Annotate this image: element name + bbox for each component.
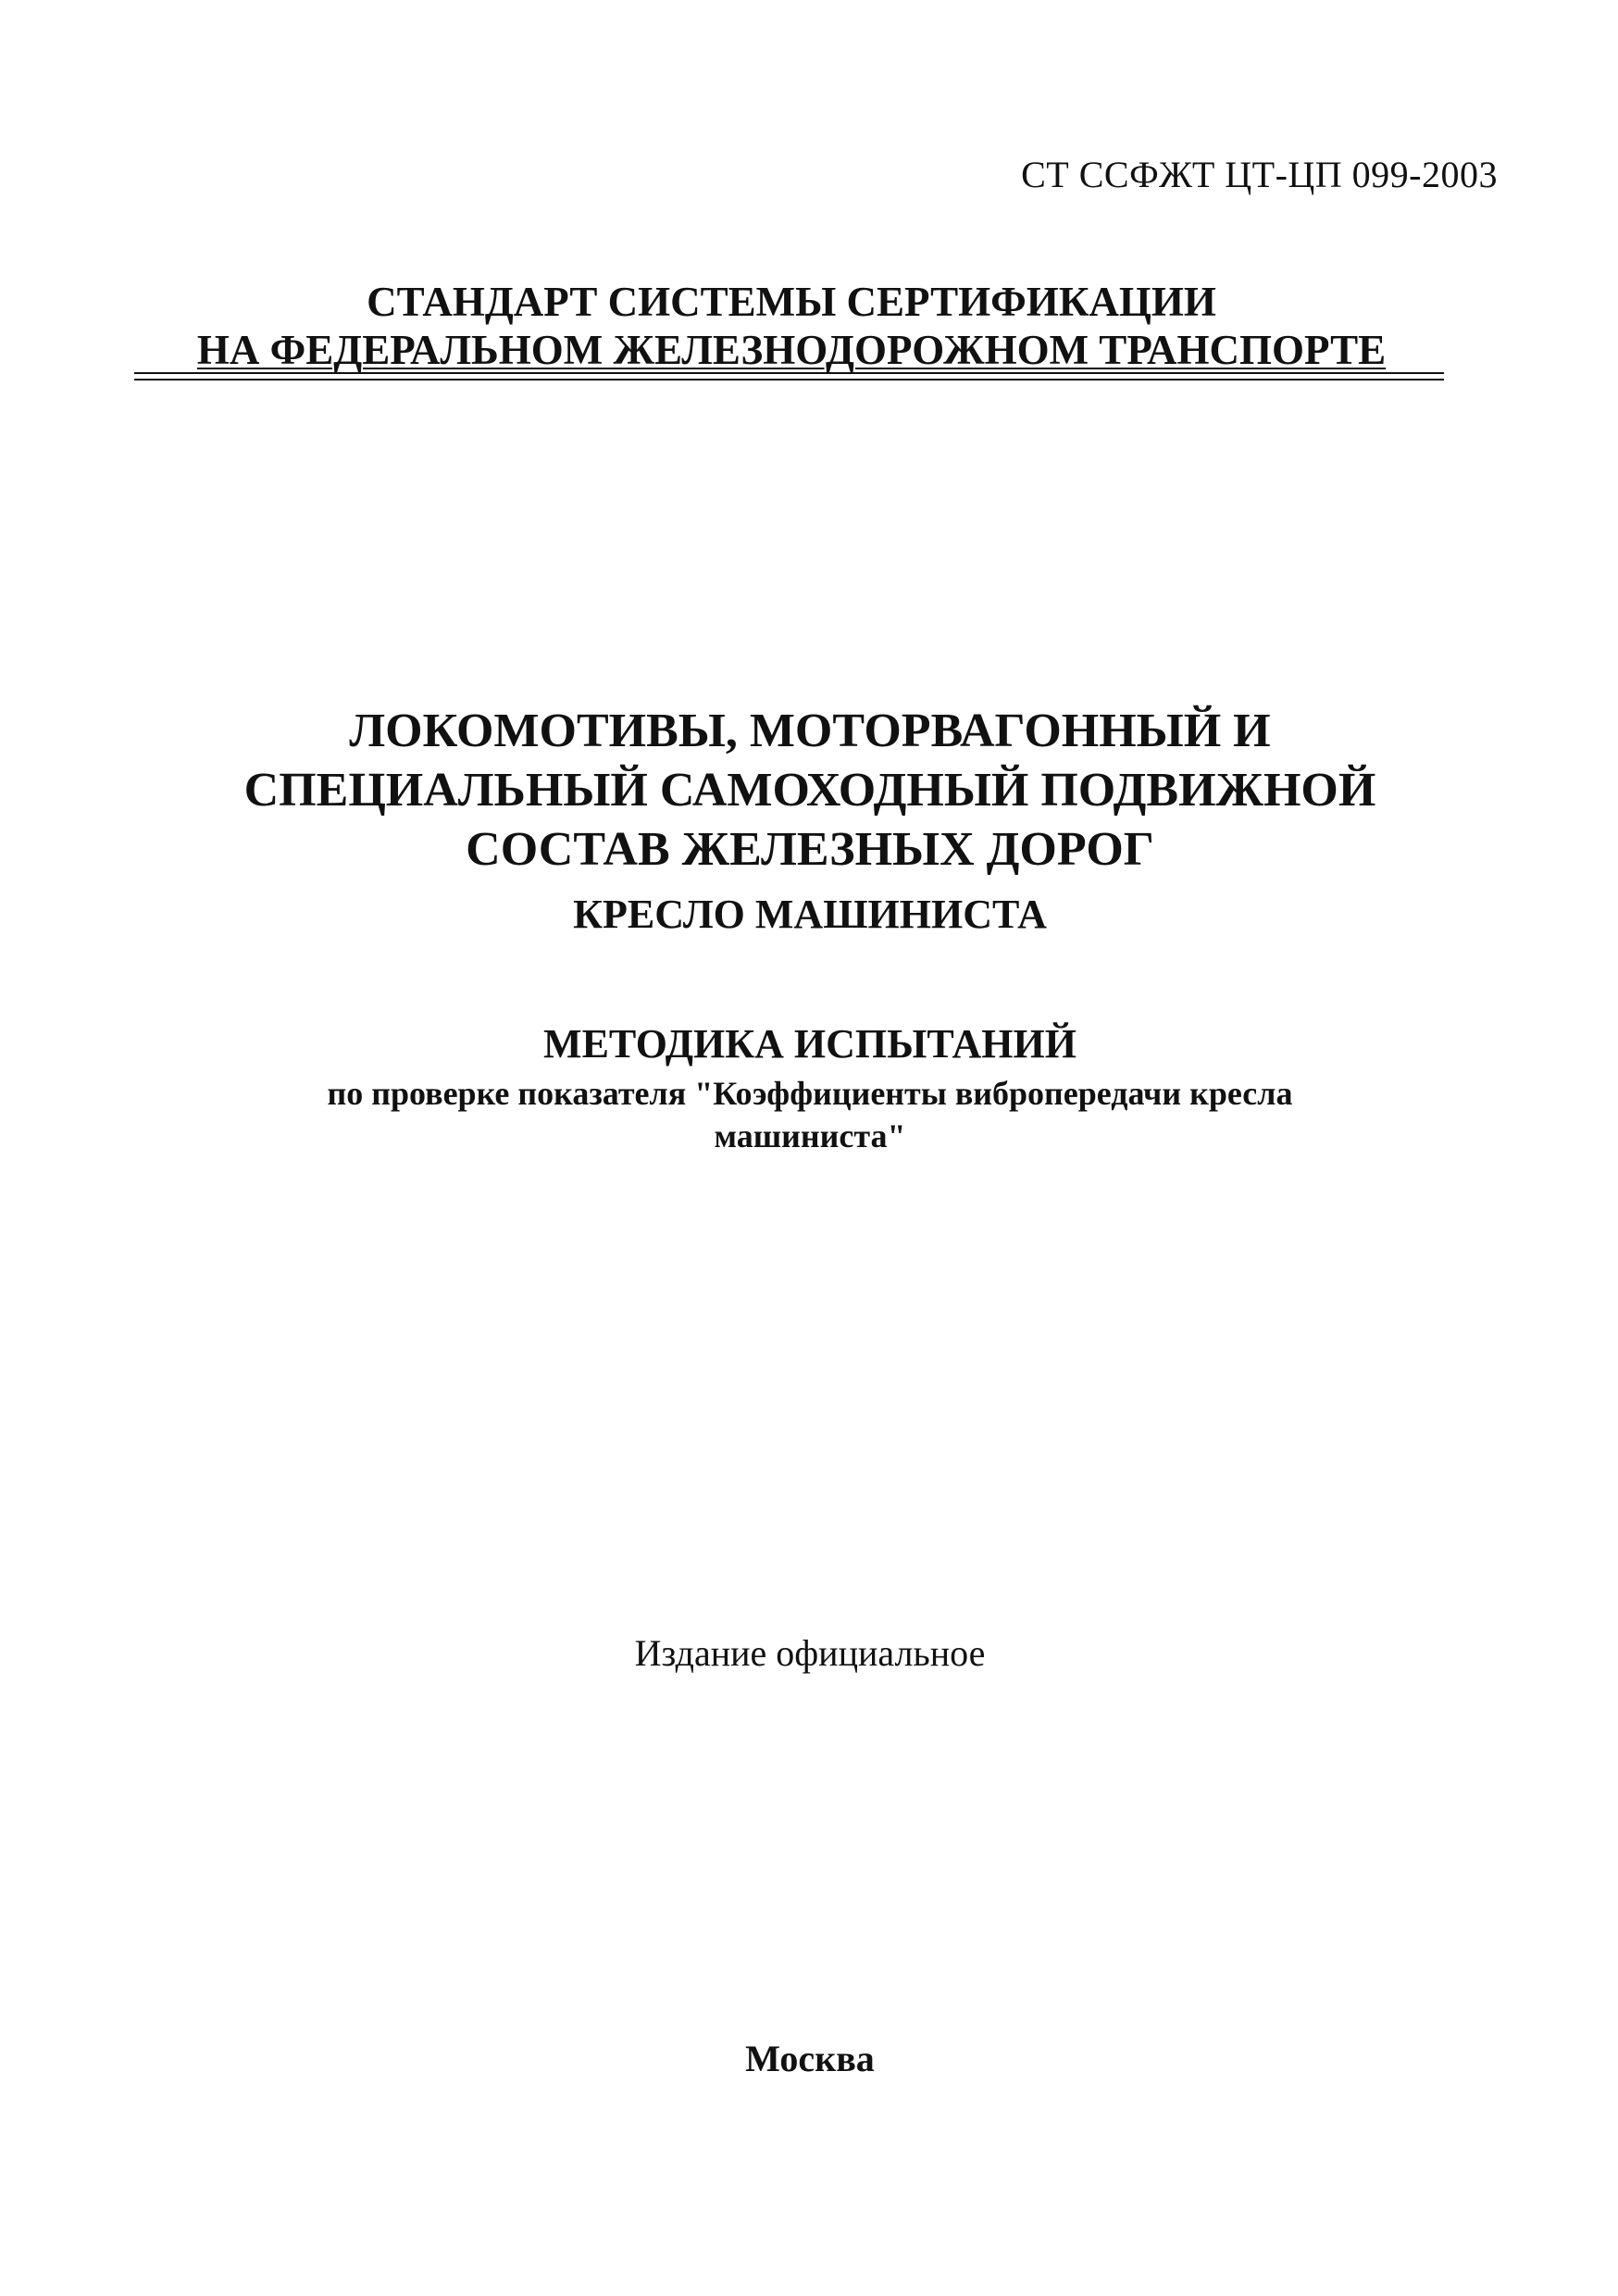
title-line-1: ЛОКОМОТИВЫ, МОТОРВАГОННЫЙ И xyxy=(349,705,1271,757)
document-code: СТ ССФЖТ ЦТ-ЦП 099-2003 xyxy=(1021,154,1498,195)
publication-city: Москва xyxy=(745,2038,875,2079)
double-divider-rule xyxy=(134,372,1444,381)
method-description xyxy=(222,1072,1398,1157)
title-line-2: СПЕЦИАЛЬНЫЙ САМОХОДНЫЙ ПОДВИЖНОЙ xyxy=(243,764,1376,817)
method-heading: МЕТОДИКА ИСПЫТАНИЙ xyxy=(543,1021,1077,1067)
edition-label: Издание официальное xyxy=(634,1632,986,1674)
method-description-line-2: машиниста" xyxy=(714,1117,906,1154)
series-line-1: СТАНДАРТ СИСТЕМЫ СЕРТИФИКАЦИИ xyxy=(367,279,1216,325)
method-description-line-1: по проверке показателя "Коэффициенты вибропередачи кресла xyxy=(327,1075,1293,1112)
document-title xyxy=(139,702,1481,880)
standard-series-heading xyxy=(134,278,1449,374)
document-subtitle: КРЕСЛО МАШИНИСТА xyxy=(573,892,1047,937)
title-line-3: СОСТАВ ЖЕЛЕЗНЫХ ДОРОГ xyxy=(466,823,1154,876)
series-line-2: НА ФЕДЕРАЛЬНОМ ЖЕЛЕЗНОДОРОЖНОМ ТРАНСПОРТЕ xyxy=(196,327,1387,373)
